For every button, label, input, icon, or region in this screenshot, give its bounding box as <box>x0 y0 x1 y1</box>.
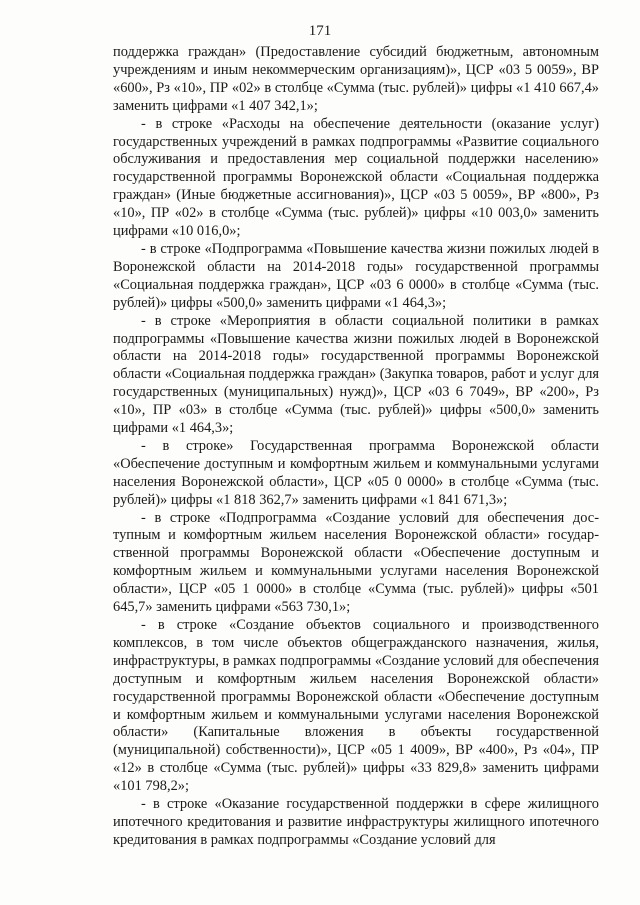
document-body <box>113 44 599 850</box>
paragraph: - в строке «Подпрограмма «Создание условий для обеспечения доступным и комфортным жильем населения Воронежской области» государственной программы Воронежской области «Обеспечение доступным и комфортным жильем и коммунальными услугами населения Воронежской области», ЦСР «05 1 0000» в столбце «Сумма (тыс. рублей)» цифры «501 645,7» заменить цифрами «563 730,1»; <box>113 509 599 616</box>
paragraph: - в строке «Создание объектов социального и производственного комплексов, в том числе объектов общегражданского назначения, жилья, инфраструктуры, в рамках подпрограммы «Создание условий для обеспечения доступным и комфортным жильем населения Воронежской области» государственной программы Воронежской области «Обеспечение доступным и комфортным жильем и коммунальными услугами населения Воронежской области» (Капитальные вложения в объекты государственной (муниципальной) собственности)», ЦСР «05 1 4009», ВР «400», Рз «04», ПР «12» в столбце «Сумма (тыс. рублей)» цифры «33 829,8» заменить цифрами «101 798,2»; <box>113 617 599 795</box>
paragraph: - в строке» Государственная программа Воронежской области «Обеспечение доступным и комфортным жильем и коммунальными услугами населения Воронежской области», ЦСР «05 0 0000» в столбце «Сумма (тыс. рублей)» цифры «1 818 362,7» заменить цифрами «1 841 671,3»; <box>113 437 599 508</box>
paragraph: - в строке «Подпрограмма «Повышение качества жизни пожилых людей в Воронежской области на 2014-2018 годы» государственной программы «Социальная поддержка граждан», ЦСР «03 6 0000» в столбце «Сумма (тыс. рублей)» цифры «500,0» заменить цифрами «1 464,3»; <box>113 240 599 311</box>
paragraph: - в строке «Расходы на обеспечение деятельности (оказание услуг) государственных учреждений в рамках подпрограммы «Развитие социального обслуживания и предоставления мер социальной поддержки населению» государственной программы Воронежской области «Социальная поддержка граждан» (Иные бюджетные ассигнования)», ЦСР «03 5 0059», ВР «800», Рз «10», ПР «02» в столбце «Сумма (тыс. рублей)» цифры «10 003,0» заменить цифрами «10 016,0»; <box>113 115 599 240</box>
page-number: 171 <box>308 23 332 39</box>
paragraph: - в строке «Мероприятия в области социальной политики в рамках подпрограммы «Повышение качества жизни пожилых людей в Воронежской области на 2014-2018 годы» государственной программы Воронежской области «Социальная поддержка граждан» (Закупка товаров, работ и услуг для государственных (муниципальных) нужд)», ЦСР «03 6 7049», ВР «200», Рз «10», ПР «03» в столбце «Сумма (тыс. рублей)» цифры «500,0» заменить цифрами «1 464,3»; <box>113 312 599 437</box>
paragraph: поддержка граждан» (Предоставление субсидий бюджетным, автономным учреждениям и иным некоммерческим организациям)», ЦСР «03 5 0059», ВР «600», Рз «10», ПР «02» в столбце «Сумма (тыс. рублей)» цифры «1 410 667,4» заменить цифрами «1 407 342,1»; <box>113 44 599 114</box>
paragraph: - в строке «Оказание государственной поддержки в сфере жилищного ипотечного кредитования и развитие инфраструктуры жилищного ипотечного кредитования в рамках подпрограммы «Создание условий для <box>113 796 599 848</box>
